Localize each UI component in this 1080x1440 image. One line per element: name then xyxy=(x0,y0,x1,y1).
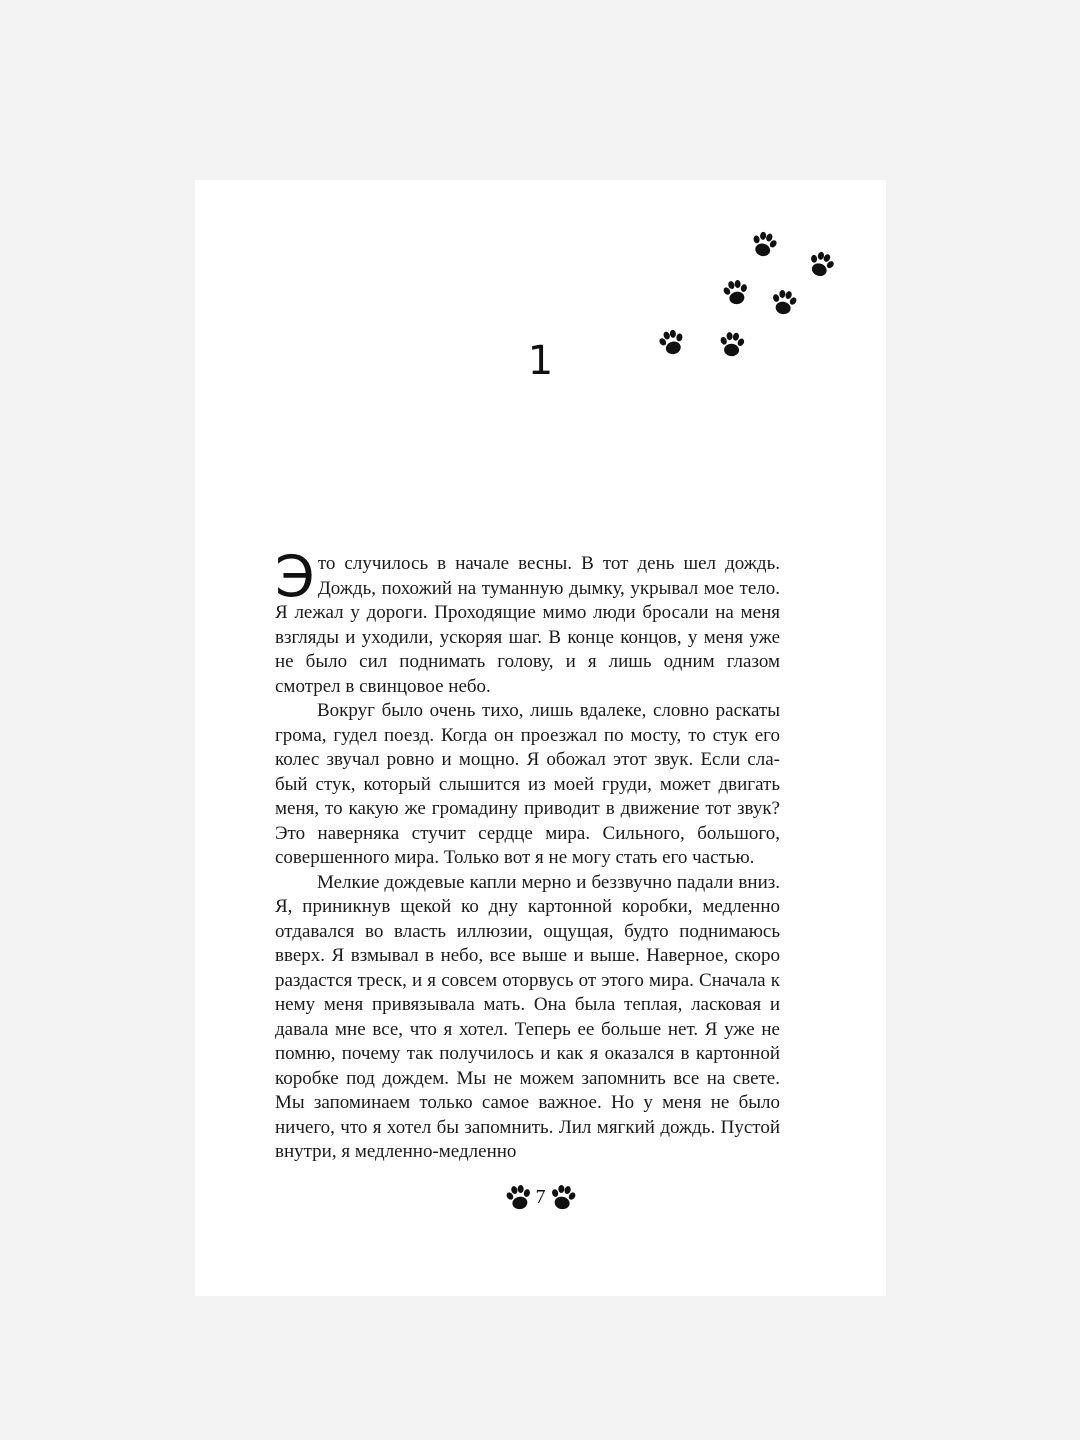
book-page xyxy=(195,180,886,1296)
paragraph: Мелкие дождевые капли мерно и беззвучно падали вниз. Я, приникнув щекой ко дну картонной коробки, медленно отдавался во власть иллюзии, ощущая, будто поднимаюсь вверх. Я взмывал в небо, все выше и выше. Наверное, скоро раздастся треск, и я совсем оторвусь от этого мира. Сначала к нему меня привязывала мать. Она была теплая, ласковая и давала мне все, что я хотел. Теперь ее больше нет. Я уже не помню, почему так получилось и как я оказался в картонной коробке под дождем. Мы не можем запомнить все на свете. Мы запоминаем только самое важное. Но у меня не было ничего, что я хотел бы запомнить. Лил мягкий дождь. Пустой внутри, я медленно-медленно xyxy=(275,871,780,1162)
paw-print-icon xyxy=(721,278,751,306)
paw-print-icon xyxy=(805,248,838,280)
paw-print-icon xyxy=(769,288,799,316)
paw-prints-decoration xyxy=(195,180,886,440)
paw-print-icon xyxy=(749,229,780,259)
drop-cap: Э xyxy=(275,544,315,610)
paragraph: Вокруг было очень тихо, лишь вдалеке, словно раскаты грома, гудел поезд. Когда он проезжал по мосту, то стук его колес звучал ровно и мощно. Я обожал этот звук. Если слабый стук, который слышится из моей груди, может двигать меня, то какую же громадину приводит в движение тот звук? Это наверняка стучит сердце мира. Сильного, большого, совершенного мира. Только вот я не могу стать его частью. xyxy=(275,700,780,868)
page-footer xyxy=(195,1184,886,1210)
paragraph: Это случилось в начале весны. В тот день шел дождь. Дождь, похожий на туманную дымку, укрывал мое тело. Я лежал у дороги. Проходящие мимо люди бросали на меня взгляды и уходили, ускоряя шаг. В конце концов, у меня уже не было сил поднимать голову, и я лишь одним глазом смотрел в свинцовое небо. xyxy=(275,544,780,697)
paw-print-icon xyxy=(506,1184,532,1210)
page-number: 7 xyxy=(535,1185,546,1208)
paw-print-icon xyxy=(550,1184,576,1210)
chapter-number: 1 xyxy=(527,338,554,384)
chapter-body xyxy=(275,544,780,1165)
